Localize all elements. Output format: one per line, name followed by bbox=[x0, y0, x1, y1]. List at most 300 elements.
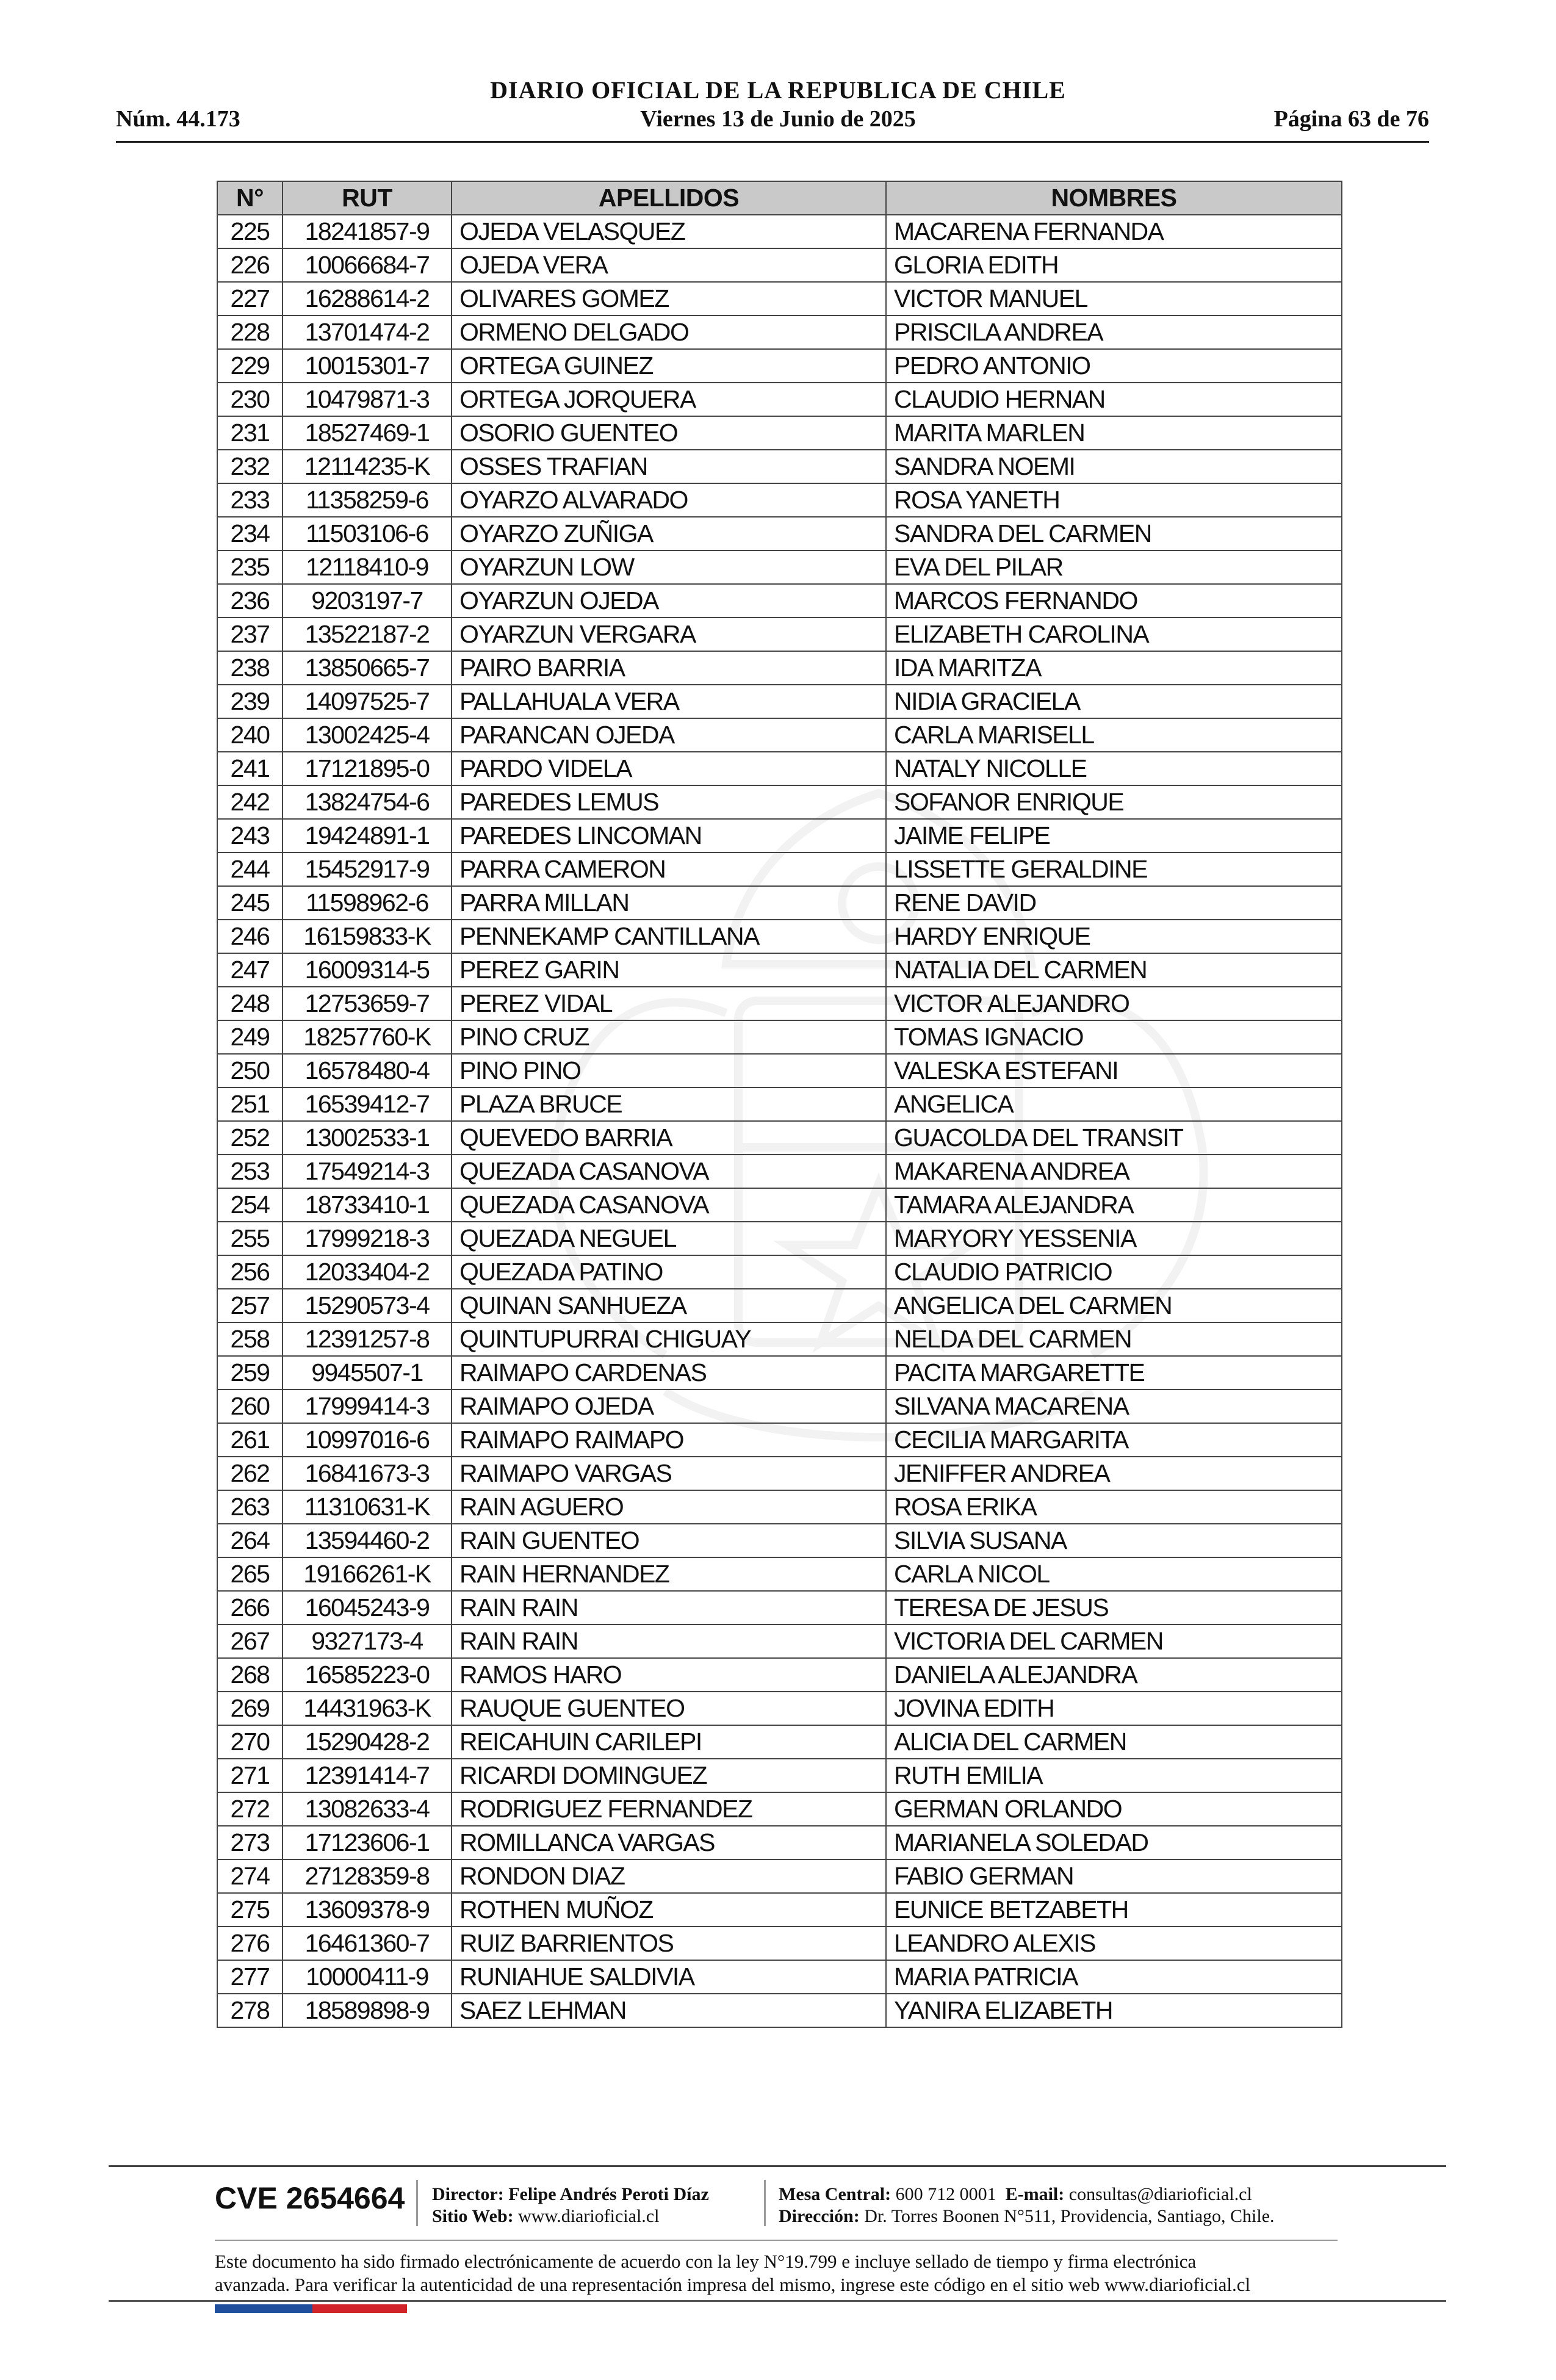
cell-nombres: JOVINA EDITH bbox=[886, 1692, 1342, 1725]
table-body bbox=[217, 215, 1342, 2027]
column-header-nombres: NOMBRES bbox=[886, 181, 1342, 215]
cell-number: 278 bbox=[217, 1994, 283, 2027]
cell-nombres: CECILIA MARGARITA bbox=[886, 1423, 1342, 1457]
table-row bbox=[217, 1859, 1342, 1893]
footer-inner-divider bbox=[215, 2240, 1338, 2241]
website-label: Sitio Web: bbox=[432, 2206, 514, 2226]
cell-apellidos: RODRIGUEZ FERNANDEZ bbox=[452, 1792, 886, 1826]
cell-number: 234 bbox=[217, 517, 283, 550]
cell-rut: 16585223-0 bbox=[283, 1658, 452, 1692]
table-row bbox=[217, 953, 1342, 987]
cell-rut: 13002425-4 bbox=[283, 718, 452, 752]
cell-apellidos: QUEZADA PATINO bbox=[452, 1255, 886, 1289]
cell-number: 242 bbox=[217, 785, 283, 819]
cell-rut: 13002533-1 bbox=[283, 1121, 452, 1155]
cell-number: 232 bbox=[217, 450, 283, 483]
cell-apellidos: QUEZADA CASANOVA bbox=[452, 1155, 886, 1188]
cell-rut: 18527469-1 bbox=[283, 416, 452, 450]
cell-nombres: HARDY ENRIQUE bbox=[886, 920, 1342, 953]
table-row bbox=[217, 1658, 1342, 1692]
cell-apellidos: RAIN AGUERO bbox=[452, 1490, 886, 1524]
legal-notice-line: avanzada. Para verificar la autenticidad de una representación impresa del mismo, ingrese este código en el sitio web www.diarioficial.cl bbox=[215, 2274, 1251, 2295]
cell-nombres: TOMAS IGNACIO bbox=[886, 1020, 1342, 1054]
cell-nombres: SILVIA SUSANA bbox=[886, 1524, 1342, 1557]
table-row bbox=[217, 1792, 1342, 1826]
column-header-rut: RUT bbox=[283, 181, 452, 215]
cell-apellidos: PEREZ GARIN bbox=[452, 953, 886, 987]
table-row bbox=[217, 517, 1342, 550]
flag-stripe-red bbox=[312, 2304, 407, 2313]
cell-apellidos: SAEZ LEHMAN bbox=[452, 1994, 886, 2027]
legal-notice bbox=[215, 2250, 1350, 2296]
cell-nombres: GUACOLDA DEL TRANSIT bbox=[886, 1121, 1342, 1155]
table-row bbox=[217, 1188, 1342, 1222]
cell-nombres: MARYORY YESSENIA bbox=[886, 1222, 1342, 1255]
cell-nombres: GLORIA EDITH bbox=[886, 248, 1342, 282]
cell-number: 257 bbox=[217, 1289, 283, 1322]
cell-apellidos: PAREDES LEMUS bbox=[452, 785, 886, 819]
column-header-apellidos: APELLIDOS bbox=[452, 181, 886, 215]
table-row bbox=[217, 584, 1342, 618]
table-row bbox=[217, 1289, 1342, 1322]
cell-number: 264 bbox=[217, 1524, 283, 1557]
flag-stripe-blue bbox=[215, 2304, 312, 2313]
cell-apellidos: QUEZADA CASANOVA bbox=[452, 1188, 886, 1222]
cell-nombres: DANIELA ALEJANDRA bbox=[886, 1658, 1342, 1692]
cell-rut: 27128359-8 bbox=[283, 1859, 452, 1893]
cell-rut: 11358259-6 bbox=[283, 483, 452, 517]
cell-apellidos: OJEDA VERA bbox=[452, 248, 886, 282]
contact-info bbox=[779, 2183, 1275, 2227]
table-row bbox=[217, 1725, 1342, 1759]
table-row bbox=[217, 316, 1342, 349]
cell-rut: 11598962-6 bbox=[283, 886, 452, 920]
cell-apellidos: RAIN RAIN bbox=[452, 1625, 886, 1658]
newspaper-title: DIARIO OFICIAL DE LA REPUBLICA DE CHILE bbox=[490, 76, 1066, 104]
cell-apellidos: PLAZA BRUCE bbox=[452, 1087, 886, 1121]
cell-number: 251 bbox=[217, 1087, 283, 1121]
cell-rut: 12391257-8 bbox=[283, 1322, 452, 1356]
cell-number: 233 bbox=[217, 483, 283, 517]
cell-rut: 16461360-7 bbox=[283, 1927, 452, 1960]
table-row bbox=[217, 1390, 1342, 1423]
cell-rut: 19166261-K bbox=[283, 1557, 452, 1591]
cell-nombres: VALESKA ESTEFANI bbox=[886, 1054, 1342, 1087]
cell-nombres: MARIA PATRICIA bbox=[886, 1960, 1342, 1994]
cell-nombres: CLAUDIO HERNAN bbox=[886, 383, 1342, 416]
cell-nombres: JAIME FELIPE bbox=[886, 819, 1342, 853]
cell-number: 272 bbox=[217, 1792, 283, 1826]
cell-number: 260 bbox=[217, 1390, 283, 1423]
cell-rut: 16288614-2 bbox=[283, 282, 452, 316]
cell-rut: 13082633-4 bbox=[283, 1792, 452, 1826]
address-label: Dirección: bbox=[779, 2206, 860, 2226]
table-row bbox=[217, 1893, 1342, 1927]
cell-apellidos: QUINTUPURRAI CHIGUAY bbox=[452, 1322, 886, 1356]
cell-nombres: EVA DEL PILAR bbox=[886, 550, 1342, 584]
cell-apellidos: RAUQUE GUENTEO bbox=[452, 1692, 886, 1725]
cell-apellidos: PAREDES LINCOMAN bbox=[452, 819, 886, 853]
table-row bbox=[217, 349, 1342, 383]
cell-rut: 15290573-4 bbox=[283, 1289, 452, 1322]
table-row bbox=[217, 752, 1342, 785]
cell-nombres: IDA MARITZA bbox=[886, 651, 1342, 685]
table-row bbox=[217, 1155, 1342, 1188]
cell-nombres: JENIFFER ANDREA bbox=[886, 1457, 1342, 1490]
cell-number: 267 bbox=[217, 1625, 283, 1658]
column-header-number: N° bbox=[217, 181, 283, 215]
table-row bbox=[217, 483, 1342, 517]
cell-rut: 10479871-3 bbox=[283, 383, 452, 416]
cell-rut: 12391414-7 bbox=[283, 1759, 452, 1792]
table-row bbox=[217, 416, 1342, 450]
cell-rut: 18589898-9 bbox=[283, 1994, 452, 2027]
cell-apellidos: OLIVARES GOMEZ bbox=[452, 282, 886, 316]
cell-number: 245 bbox=[217, 886, 283, 920]
cell-rut: 13594460-2 bbox=[283, 1524, 452, 1557]
table-row bbox=[217, 853, 1342, 886]
table-header-row bbox=[217, 181, 1342, 215]
cell-nombres: SOFANOR ENRIQUE bbox=[886, 785, 1342, 819]
table-row bbox=[217, 819, 1342, 853]
cell-number: 235 bbox=[217, 550, 283, 584]
cell-number: 244 bbox=[217, 853, 283, 886]
table-row bbox=[217, 718, 1342, 752]
table-row bbox=[217, 1087, 1342, 1121]
table-row bbox=[217, 1591, 1342, 1625]
cell-apellidos: RAIMAPO OJEDA bbox=[452, 1390, 886, 1423]
cell-rut: 16045243-9 bbox=[283, 1591, 452, 1625]
cell-rut: 12114235-K bbox=[283, 450, 452, 483]
website-link[interactable]: www.diarioficial.cl bbox=[518, 2206, 660, 2226]
cell-rut: 10000411-9 bbox=[283, 1960, 452, 1994]
header-divider bbox=[116, 141, 1429, 143]
cell-apellidos: RUIZ BARRIENTOS bbox=[452, 1927, 886, 1960]
cell-apellidos: PARRA MILLAN bbox=[452, 886, 886, 920]
cell-apellidos: RAIMAPO RAIMAPO bbox=[452, 1423, 886, 1457]
cell-apellidos: PARDO VIDELA bbox=[452, 752, 886, 785]
cell-number: 265 bbox=[217, 1557, 283, 1591]
cell-apellidos: REICAHUIN CARILEPI bbox=[452, 1725, 886, 1759]
cell-apellidos: ORTEGA GUINEZ bbox=[452, 349, 886, 383]
cell-rut: 14431963-K bbox=[283, 1692, 452, 1725]
cell-number: 228 bbox=[217, 316, 283, 349]
cell-rut: 16841673-3 bbox=[283, 1457, 452, 1490]
table-row bbox=[217, 1759, 1342, 1792]
cell-nombres: VICTOR MANUEL bbox=[886, 282, 1342, 316]
cell-apellidos: RICARDI DOMINGUEZ bbox=[452, 1759, 886, 1792]
cell-number: 258 bbox=[217, 1322, 283, 1356]
table-row bbox=[217, 1457, 1342, 1490]
director-label: Director: bbox=[432, 2184, 504, 2204]
email-link[interactable]: consultas@diarioficial.cl bbox=[1068, 2184, 1252, 2204]
cell-rut: 17123606-1 bbox=[283, 1826, 452, 1859]
director-info bbox=[432, 2183, 709, 2227]
table-row bbox=[217, 248, 1342, 282]
cell-apellidos: RONDON DIAZ bbox=[452, 1859, 886, 1893]
cell-number: 236 bbox=[217, 584, 283, 618]
cell-apellidos: RAIN GUENTEO bbox=[452, 1524, 886, 1557]
cell-rut: 10015301-7 bbox=[283, 349, 452, 383]
table-row bbox=[217, 785, 1342, 819]
cell-apellidos: PINO PINO bbox=[452, 1054, 886, 1087]
cell-number: 243 bbox=[217, 819, 283, 853]
footer-separator bbox=[416, 2180, 418, 2226]
cell-number: 262 bbox=[217, 1457, 283, 1490]
cell-number: 248 bbox=[217, 987, 283, 1020]
cell-nombres: TERESA DE JESUS bbox=[886, 1591, 1342, 1625]
cell-number: 271 bbox=[217, 1759, 283, 1792]
cell-apellidos: QUEZADA NEGUEL bbox=[452, 1222, 886, 1255]
cell-number: 239 bbox=[217, 685, 283, 718]
cell-nombres: PEDRO ANTONIO bbox=[886, 349, 1342, 383]
cve-code: CVE 2654664 bbox=[215, 2181, 405, 2215]
cell-rut: 11503106-6 bbox=[283, 517, 452, 550]
table-row bbox=[217, 282, 1342, 316]
cell-apellidos: OSSES TRAFIAN bbox=[452, 450, 886, 483]
cell-nombres: PACITA MARGARETTE bbox=[886, 1356, 1342, 1390]
cell-number: 225 bbox=[217, 215, 283, 248]
cell-number: 276 bbox=[217, 1927, 283, 1960]
cell-nombres: MACARENA FERNANDA bbox=[886, 215, 1342, 248]
cell-nombres: NELDA DEL CARMEN bbox=[886, 1322, 1342, 1356]
cell-number: 259 bbox=[217, 1356, 283, 1390]
table-row bbox=[217, 685, 1342, 718]
cell-nombres: ANGELICA bbox=[886, 1087, 1342, 1121]
cell-apellidos: RAMOS HARO bbox=[452, 1658, 886, 1692]
cell-rut: 12033404-2 bbox=[283, 1255, 452, 1289]
cell-rut: 17999414-3 bbox=[283, 1390, 452, 1423]
cell-nombres: CARLA NICOL bbox=[886, 1557, 1342, 1591]
cell-number: 255 bbox=[217, 1222, 283, 1255]
cell-rut: 10066684-7 bbox=[283, 248, 452, 282]
cell-nombres: LISSETTE GERALDINE bbox=[886, 853, 1342, 886]
table-row bbox=[217, 1020, 1342, 1054]
cell-number: 261 bbox=[217, 1423, 283, 1457]
issue-date: Viernes 13 de Junio de 2025 bbox=[640, 106, 916, 132]
table-row bbox=[217, 450, 1342, 483]
cell-apellidos: PINO CRUZ bbox=[452, 1020, 886, 1054]
cell-number: 247 bbox=[217, 953, 283, 987]
cell-rut: 16159833-K bbox=[283, 920, 452, 953]
cell-apellidos: OSORIO GUENTEO bbox=[452, 416, 886, 450]
cell-rut: 16578480-4 bbox=[283, 1054, 452, 1087]
cell-nombres: ROSA ERIKA bbox=[886, 1490, 1342, 1524]
cell-number: 266 bbox=[217, 1591, 283, 1625]
cell-nombres: ANGELICA DEL CARMEN bbox=[886, 1289, 1342, 1322]
cell-number: 238 bbox=[217, 651, 283, 685]
cell-number: 256 bbox=[217, 1255, 283, 1289]
cell-rut: 14097525-7 bbox=[283, 685, 452, 718]
cell-number: 226 bbox=[217, 248, 283, 282]
cell-number: 231 bbox=[217, 416, 283, 450]
cell-rut: 13824754-6 bbox=[283, 785, 452, 819]
cell-rut: 9945507-1 bbox=[283, 1356, 452, 1390]
cell-apellidos: QUINAN SANHUEZA bbox=[452, 1289, 886, 1322]
footer-separator bbox=[764, 2180, 766, 2226]
cell-number: 241 bbox=[217, 752, 283, 785]
table-row bbox=[217, 1255, 1342, 1289]
footer-divider bbox=[109, 2165, 1446, 2167]
cell-nombres: SANDRA DEL CARMEN bbox=[886, 517, 1342, 550]
page-indicator: Página 63 de 76 bbox=[1273, 106, 1429, 132]
cell-rut: 17549214-3 bbox=[283, 1155, 452, 1188]
cell-number: 268 bbox=[217, 1658, 283, 1692]
cell-apellidos: ROMILLANCA VARGAS bbox=[452, 1826, 886, 1859]
cell-apellidos: QUEVEDO BARRIA bbox=[452, 1121, 886, 1155]
cell-apellidos: ORMENO DELGADO bbox=[452, 316, 886, 349]
cell-rut: 13522187-2 bbox=[283, 618, 452, 651]
cell-number: 250 bbox=[217, 1054, 283, 1087]
cell-nombres: VICTORIA DEL CARMEN bbox=[886, 1625, 1342, 1658]
cell-nombres: MAKARENA ANDREA bbox=[886, 1155, 1342, 1188]
cell-rut: 12753659-7 bbox=[283, 987, 452, 1020]
cell-apellidos: RAIMAPO VARGAS bbox=[452, 1457, 886, 1490]
registry-table-container bbox=[217, 181, 1341, 2028]
cell-nombres: MARCOS FERNANDO bbox=[886, 584, 1342, 618]
cell-rut: 11310631-K bbox=[283, 1490, 452, 1524]
cell-nombres: RUTH EMILIA bbox=[886, 1759, 1342, 1792]
cell-apellidos: OYARZUN LOW bbox=[452, 550, 886, 584]
cell-apellidos: RUNIAHUE SALDIVIA bbox=[452, 1960, 886, 1994]
cell-rut: 13850665-7 bbox=[283, 651, 452, 685]
cell-apellidos: RAIMAPO CARDENAS bbox=[452, 1356, 886, 1390]
footer-bottom-divider bbox=[109, 2300, 1446, 2302]
director-name: Felipe Andrés Peroti Díaz bbox=[508, 2184, 709, 2204]
cell-number: 273 bbox=[217, 1826, 283, 1859]
issue-number: Núm. 44.173 bbox=[116, 106, 240, 132]
cell-apellidos: PARRA CAMERON bbox=[452, 853, 886, 886]
table-row bbox=[217, 920, 1342, 953]
cell-nombres: PRISCILA ANDREA bbox=[886, 316, 1342, 349]
cell-apellidos: ORTEGA JORQUERA bbox=[452, 383, 886, 416]
table-row bbox=[217, 1490, 1342, 1524]
cell-number: 253 bbox=[217, 1155, 283, 1188]
table-row bbox=[217, 1356, 1342, 1390]
phone-label: Mesa Central: bbox=[779, 2184, 891, 2204]
cell-number: 227 bbox=[217, 282, 283, 316]
cell-rut: 13701474-2 bbox=[283, 316, 452, 349]
table-row bbox=[217, 987, 1342, 1020]
table-row bbox=[217, 215, 1342, 248]
cell-nombres: MARITA MARLEN bbox=[886, 416, 1342, 450]
cell-nombres: SILVANA MACARENA bbox=[886, 1390, 1342, 1423]
cell-apellidos: PEREZ VIDAL bbox=[452, 987, 886, 1020]
table-row bbox=[217, 651, 1342, 685]
cell-nombres: ALICIA DEL CARMEN bbox=[886, 1725, 1342, 1759]
legal-notice-line: Este documento ha sido firmado electrónicamente de acuerdo con la ley N°19.799 e incluye sellado de tiempo y firma electrónica bbox=[215, 2251, 1197, 2272]
table-row bbox=[217, 1692, 1342, 1725]
cell-rut: 16009314-5 bbox=[283, 953, 452, 987]
cell-nombres: LEANDRO ALEXIS bbox=[886, 1927, 1342, 1960]
cell-rut: 13609378-9 bbox=[283, 1893, 452, 1927]
cell-number: 274 bbox=[217, 1859, 283, 1893]
cell-rut: 17999218-3 bbox=[283, 1222, 452, 1255]
cell-nombres: ELIZABETH CAROLINA bbox=[886, 618, 1342, 651]
cell-apellidos: OJEDA VELASQUEZ bbox=[452, 215, 886, 248]
cell-nombres: NIDIA GRACIELA bbox=[886, 685, 1342, 718]
table-row bbox=[217, 1322, 1342, 1356]
cell-number: 230 bbox=[217, 383, 283, 416]
cell-nombres: NATALIA DEL CARMEN bbox=[886, 953, 1342, 987]
cell-rut: 15290428-2 bbox=[283, 1725, 452, 1759]
table-row bbox=[217, 1826, 1342, 1859]
cell-apellidos: OYARZO ALVARADO bbox=[452, 483, 886, 517]
table-row bbox=[217, 1524, 1342, 1557]
cell-number: 229 bbox=[217, 349, 283, 383]
cell-rut: 18241857-9 bbox=[283, 215, 452, 248]
cell-rut: 15452917-9 bbox=[283, 853, 452, 886]
cell-apellidos: OYARZO ZUÑIGA bbox=[452, 517, 886, 550]
cell-number: 275 bbox=[217, 1893, 283, 1927]
cell-apellidos: PAIRO BARRIA bbox=[452, 651, 886, 685]
cell-nombres: ROSA YANETH bbox=[886, 483, 1342, 517]
cell-rut: 18257760-K bbox=[283, 1020, 452, 1054]
cell-nombres: GERMAN ORLANDO bbox=[886, 1792, 1342, 1826]
cell-nombres: FABIO GERMAN bbox=[886, 1859, 1342, 1893]
cell-rut: 19424891-1 bbox=[283, 819, 452, 853]
cell-apellidos: PARANCAN OJEDA bbox=[452, 718, 886, 752]
cell-number: 252 bbox=[217, 1121, 283, 1155]
cell-rut: 10997016-6 bbox=[283, 1423, 452, 1457]
cell-nombres: RENE DAVID bbox=[886, 886, 1342, 920]
cell-rut: 16539412-7 bbox=[283, 1087, 452, 1121]
table-row bbox=[217, 1927, 1342, 1960]
table-row bbox=[217, 1222, 1342, 1255]
cell-nombres: CARLA MARISELL bbox=[886, 718, 1342, 752]
table-row bbox=[217, 618, 1342, 651]
cell-number: 246 bbox=[217, 920, 283, 953]
cell-number: 240 bbox=[217, 718, 283, 752]
cell-apellidos: RAIN HERNANDEZ bbox=[452, 1557, 886, 1591]
cell-nombres: NATALY NICOLLE bbox=[886, 752, 1342, 785]
cell-apellidos: ROTHEN MUÑOZ bbox=[452, 1893, 886, 1927]
email-label: E-mail: bbox=[1005, 2184, 1065, 2204]
cell-rut: 12118410-9 bbox=[283, 550, 452, 584]
registry-table bbox=[217, 181, 1342, 2028]
cell-nombres: SANDRA NOEMI bbox=[886, 450, 1342, 483]
cell-number: 254 bbox=[217, 1188, 283, 1222]
table-row bbox=[217, 1121, 1342, 1155]
cell-rut: 17121895-0 bbox=[283, 752, 452, 785]
table-row bbox=[217, 1625, 1342, 1658]
table-row bbox=[217, 383, 1342, 416]
cell-apellidos: RAIN RAIN bbox=[452, 1591, 886, 1625]
table-row bbox=[217, 1557, 1342, 1591]
address-text: Dr. Torres Boonen N°511, Providencia, Santiago, Chile. bbox=[864, 2206, 1275, 2226]
cell-number: 270 bbox=[217, 1725, 283, 1759]
cell-number: 249 bbox=[217, 1020, 283, 1054]
cell-number: 269 bbox=[217, 1692, 283, 1725]
cell-apellidos: OYARZUN OJEDA bbox=[452, 584, 886, 618]
cell-apellidos: OYARZUN VERGARA bbox=[452, 618, 886, 651]
cell-nombres: VICTOR ALEJANDRO bbox=[886, 987, 1342, 1020]
cell-apellidos: PENNEKAMP CANTILLANA bbox=[452, 920, 886, 953]
table-row bbox=[217, 550, 1342, 584]
cell-nombres: EUNICE BETZABETH bbox=[886, 1893, 1342, 1927]
cell-number: 263 bbox=[217, 1490, 283, 1524]
cell-nombres: MARIANELA SOLEDAD bbox=[886, 1826, 1342, 1859]
phone-number: 600 712 0001 bbox=[895, 2184, 996, 2204]
cell-rut: 9203197-7 bbox=[283, 584, 452, 618]
table-row bbox=[217, 1054, 1342, 1087]
cell-nombres: CLAUDIO PATRICIO bbox=[886, 1255, 1342, 1289]
cell-rut: 18733410-1 bbox=[283, 1188, 452, 1222]
table-row bbox=[217, 1960, 1342, 1994]
table-row bbox=[217, 1994, 1342, 2027]
cell-rut: 9327173-4 bbox=[283, 1625, 452, 1658]
cell-number: 277 bbox=[217, 1960, 283, 1994]
